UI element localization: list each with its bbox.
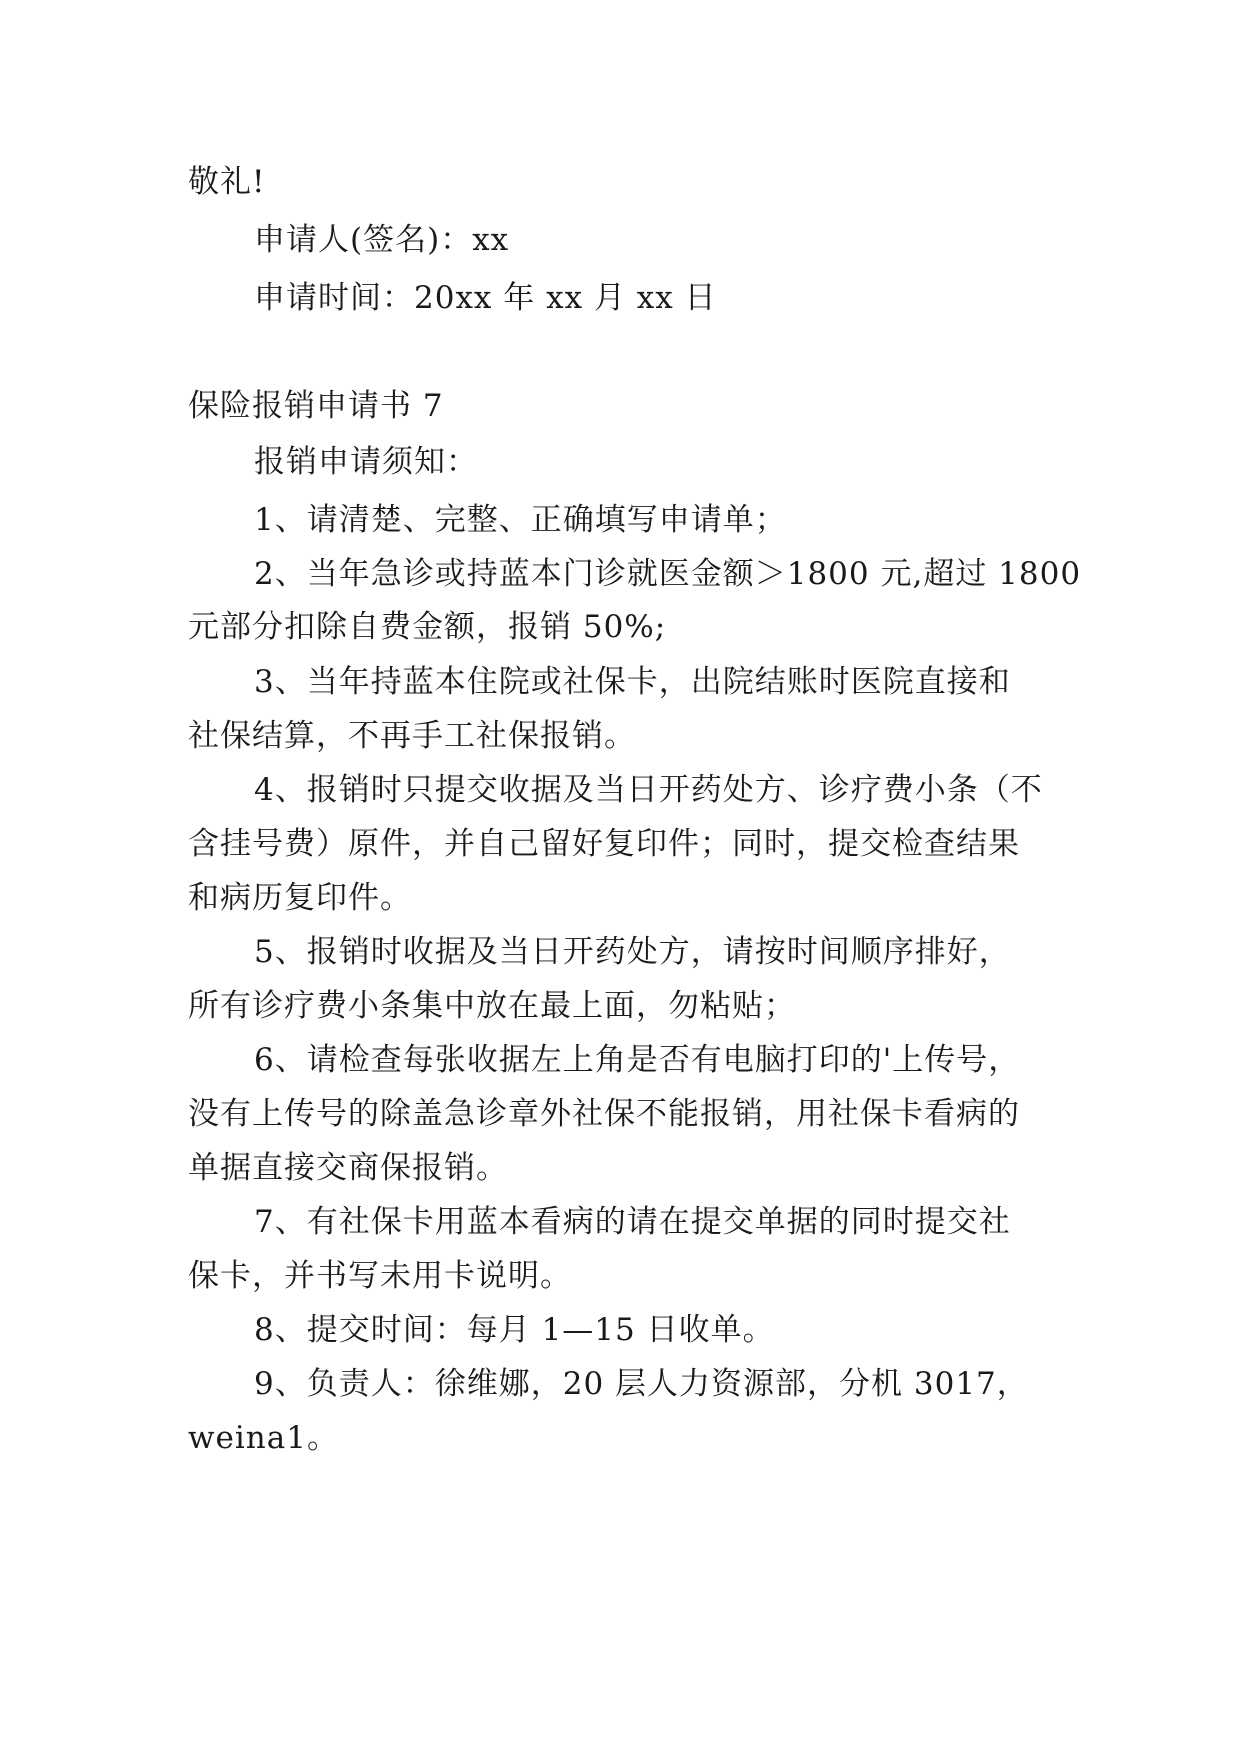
- notice-line-4-cont-2: 和病历复印件。: [188, 880, 412, 916]
- notice-heading: 报销申请须知：: [254, 444, 478, 480]
- notice-line-3: 3、当年持蓝本住院或社保卡，出院结账时医院直接和: [254, 664, 1011, 700]
- applicant-signature: 申请人(签名)：xx: [254, 222, 510, 258]
- notice-line-6-cont-2: 单据直接交商保报销。: [188, 1150, 508, 1186]
- closing-salute: 敬礼!: [188, 164, 266, 200]
- notice-line-6: 6、请检查每张收据左上角是否有电脑打印的'上传号，: [254, 1042, 1021, 1078]
- notice-line-4: 4、报销时只提交收据及当日开药处方、诊疗费小条（不: [254, 772, 1043, 808]
- notice-line-5: 5、报销时收据及当日开药处方，请按时间顺序排好，: [254, 934, 1011, 970]
- notice-line-7: 7、有社保卡用蓝本看病的请在提交单据的同时提交社: [254, 1204, 1011, 1240]
- notice-line-8: 8、提交时间：每月 1—15 日收单。: [254, 1312, 775, 1348]
- application-date: 申请时间：20xx 年 xx 月 xx 日: [254, 280, 717, 316]
- notice-line-3-cont: 社保结算，不再手工社保报销。: [188, 718, 636, 754]
- notice-line-2: 2、当年急诊或持蓝本门诊就医金额＞1800 元,超过 1800: [254, 556, 1082, 592]
- notice-line-5-cont: 所有诊疗费小条集中放在最上面，勿粘贴；: [188, 988, 796, 1024]
- notice-line-2-cont: 元部分扣除自费金额，报销 50%;: [188, 609, 667, 645]
- notice-line-6-cont-1: 没有上传号的除盖急诊章外社保不能报销，用社保卡看病的: [188, 1096, 1020, 1132]
- notice-line-1: 1、请清楚、完整、正确填写申请单；: [254, 502, 787, 538]
- notice-line-7-cont: 保卡，并书写未用卡说明。: [188, 1258, 572, 1294]
- notice-line-4-cont-1: 含挂号费）原件，并自己留好复印件；同时，提交检查结果: [188, 826, 1020, 862]
- section-title: 保险报销申请书 7: [188, 388, 444, 424]
- notice-line-9-cont: weina1。: [188, 1420, 339, 1456]
- notice-line-9: 9、负责人：徐维娜，20 层人力资源部，分机 3017，: [254, 1366, 1029, 1402]
